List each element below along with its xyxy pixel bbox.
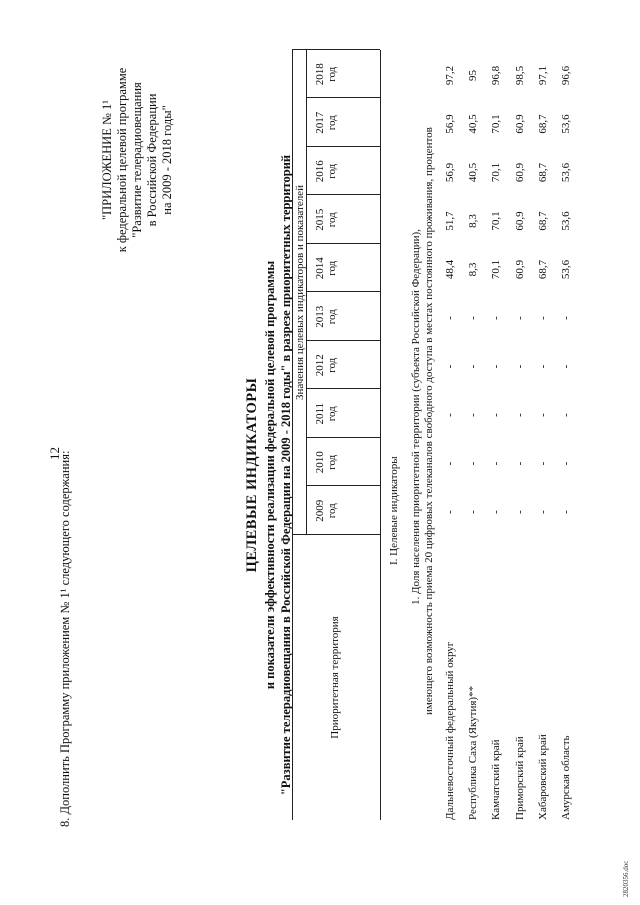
- table-top-rule: [292, 50, 293, 820]
- row-value-cell: -: [444, 316, 456, 320]
- row-value-cell: 51,7: [444, 211, 456, 231]
- appendix-line-5: на 2009 - 2018 годы": [160, 105, 174, 215]
- year-header: [314, 50, 338, 99]
- row-value-cell: 95: [467, 70, 480, 81]
- year-label: 2009: [314, 499, 326, 522]
- appendix-line-1: "ПРИЛОЖЕНИЕ № 1¹: [100, 99, 114, 220]
- row-value-cell: -: [490, 413, 503, 417]
- row-value-cell: 56,9: [444, 162, 456, 183]
- row-value-cell: 48,4: [444, 259, 456, 280]
- row-value-cell: 40,5: [467, 162, 480, 183]
- title-sub-1: и показатели эффективности реализации федеральной целевой программы: [263, 260, 277, 690]
- row-value-cell: -: [513, 316, 526, 320]
- table-header-bottom-rule: [380, 50, 381, 820]
- indicator-title-line-2: имеющего возможность приема 20 цифровых телеканалов свободного доступа в местах постоянного проживания, процентов: [423, 127, 435, 715]
- row-value-cell: -: [536, 510, 549, 514]
- year-header: [314, 99, 338, 148]
- row-value-cell: -: [444, 413, 456, 417]
- row-territory-name: Камчатский край: [490, 739, 503, 820]
- row-value-cell: 97,1: [536, 65, 549, 86]
- row-value-cell: 96,6: [560, 65, 572, 86]
- row-value-cell: -: [560, 461, 572, 466]
- row-value-cell: -: [444, 510, 456, 514]
- year-label: 2017: [314, 111, 326, 134]
- row-territory-name: Дальневосточный федеральный округ: [444, 641, 456, 820]
- file-name: 2820356.doc: [622, 860, 630, 897]
- row-value-cell: 8,3: [467, 262, 480, 277]
- appendix-header: [100, 40, 175, 280]
- row-value-cell: -: [467, 461, 480, 466]
- row-value-cell: -: [467, 364, 480, 369]
- year-label: 2015: [314, 208, 326, 231]
- row-value-cell: 68,7: [536, 114, 549, 134]
- section-heading: I. Целевые индикаторы: [388, 456, 400, 565]
- row-value-cell: -: [560, 316, 572, 320]
- year-header: [314, 293, 338, 342]
- row-value-cell: -: [467, 510, 480, 514]
- row-value-cell: -: [490, 461, 503, 466]
- year-unit-label: год: [326, 260, 338, 276]
- intro-text: 8. Дополнить Программу приложением № 1¹ следующего содержания:: [58, 450, 72, 827]
- row-value-cell: -: [536, 413, 549, 417]
- year-label: 2011: [314, 402, 326, 425]
- row-value-cell: -: [513, 413, 526, 417]
- row-territory-name: Республика Саха (Якутия)**: [467, 685, 480, 820]
- row-value-cell: 60,9: [513, 162, 526, 183]
- row-value-cell: 68,7: [536, 259, 549, 280]
- row-value-cell: 60,9: [513, 259, 526, 280]
- row-territory-name: Приморский край: [513, 736, 526, 820]
- row-value-cell: 56,9: [444, 114, 456, 134]
- year-header: [314, 244, 338, 293]
- year-unit-label: год: [326, 503, 338, 519]
- document-title: [243, 125, 294, 825]
- row-value-cell: 68,7: [536, 162, 549, 183]
- year-header: [314, 341, 338, 390]
- year-header: [314, 438, 338, 487]
- row-value-cell: 8,3: [467, 214, 480, 228]
- row-value-cell: 40,5: [467, 114, 480, 134]
- year-label: 2010: [314, 451, 326, 474]
- row-value-cell: 53,6: [560, 259, 572, 280]
- row-value-cell: -: [560, 364, 572, 369]
- row-value-cell: -: [560, 510, 572, 514]
- year-label: 2014: [314, 257, 326, 280]
- year-label: 2012: [314, 354, 326, 377]
- row-value-cell: -: [444, 364, 456, 369]
- appendix-line-4: в Российской Федерации: [145, 93, 159, 227]
- row-value-cell: 53,6: [560, 211, 572, 231]
- year-unit-label: год: [326, 357, 338, 373]
- year-unit-label: год: [326, 66, 338, 82]
- row-value-cell: 97,2: [444, 65, 456, 86]
- page-number: 12: [47, 447, 62, 460]
- row-value-cell: 98,5: [513, 65, 526, 86]
- title-sub-2: "Развитие телерадиовещания в Российской Федерации на 2009 - 2018 годы" в разрезе приоритетных территорий: [279, 154, 293, 796]
- row-value-cell: 53,6: [560, 162, 572, 183]
- year-unit-label: год: [326, 115, 338, 131]
- row-value-cell: -: [536, 316, 549, 320]
- row-value-cell: 68,7: [536, 211, 549, 231]
- row-value-cell: -: [444, 461, 456, 466]
- year-header: [314, 147, 338, 196]
- row-value-cell: -: [513, 364, 526, 369]
- row-territory-name: Хабаровский край: [536, 734, 549, 820]
- row-value-cell: 96,8: [490, 65, 503, 86]
- appendix-line-2: к федеральной целевой программе: [115, 67, 129, 253]
- year-header: [314, 390, 338, 439]
- column-header-territory: Приоритетная территория: [329, 616, 341, 739]
- year-label: 2018: [314, 63, 326, 86]
- row-value-cell: -: [490, 510, 503, 514]
- row-territory-name: Амурская область: [560, 735, 572, 820]
- row-value-cell: 60,9: [513, 211, 526, 231]
- row-value-cell: 70,1: [490, 211, 503, 231]
- row-value-cell: 70,1: [490, 259, 503, 280]
- year-unit-label: год: [326, 406, 338, 422]
- year-unit-label: год: [326, 163, 338, 179]
- row-value-cell: -: [490, 364, 503, 369]
- year-label: 2016: [314, 160, 326, 183]
- year-label: 2013: [314, 305, 326, 328]
- row-value-cell: 60,9: [513, 114, 526, 134]
- row-value-cell: -: [513, 461, 526, 466]
- row-value-cell: 70,1: [490, 162, 503, 183]
- row-value-cell: 70,1: [490, 114, 503, 134]
- year-unit-label: год: [326, 212, 338, 228]
- row-value-cell: -: [467, 316, 480, 320]
- row-value-cell: -: [513, 510, 526, 514]
- row-value-cell: -: [536, 364, 549, 369]
- title-main: ЦЕЛЕВЫЕ ИНДИКАТОРЫ: [244, 377, 260, 573]
- row-value-cell: -: [467, 413, 480, 417]
- row-value-cell: -: [490, 316, 503, 320]
- year-header: [314, 196, 338, 245]
- appendix-line-3: "Развитие телерадиовещания: [130, 82, 144, 238]
- indicator-title-line-1: 1. Доля населения приоритетной территории (субъекта Российской Федерации),: [410, 229, 422, 605]
- year-unit-label: год: [326, 454, 338, 470]
- row-value-cell: -: [560, 413, 572, 417]
- year-header: [314, 487, 338, 536]
- year-unit-label: год: [326, 309, 338, 325]
- group-header-rule: [306, 50, 307, 535]
- row-value-cell: -: [536, 461, 549, 466]
- row-value-cell: 53,6: [560, 114, 572, 134]
- column-group-header: Значения целевых индикаторов и показателей: [294, 185, 306, 400]
